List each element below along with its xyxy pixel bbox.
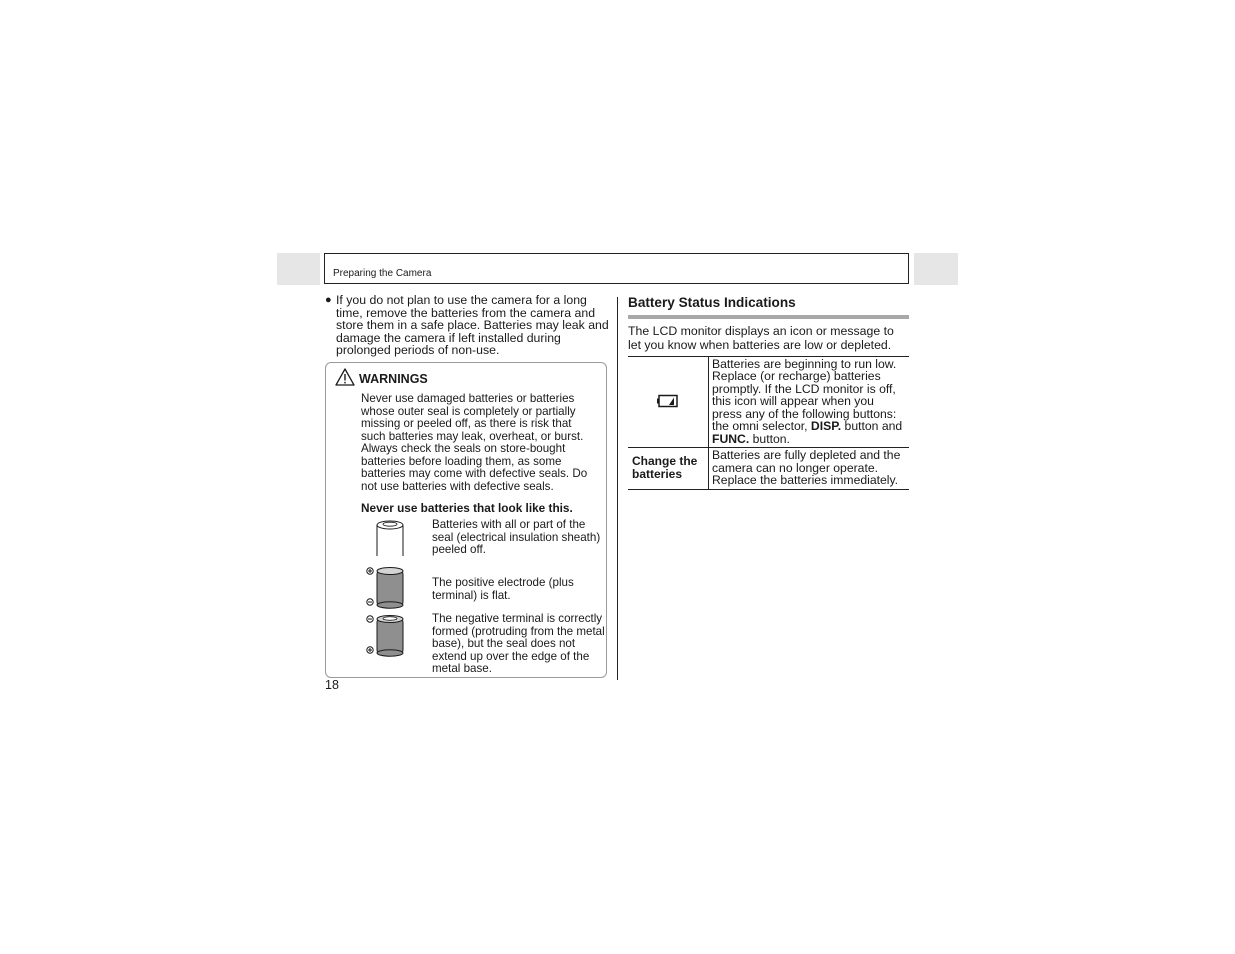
left-page-tab [277, 253, 320, 285]
warnings-title: WARNINGS [359, 371, 428, 386]
section-label: Preparing the Camera [333, 268, 432, 279]
desc-text: button and [841, 419, 903, 434]
table-row [628, 448, 909, 490]
storage-bullet [325, 294, 610, 357]
status-description [709, 356, 910, 448]
title-rule [628, 315, 909, 319]
warning-item-text: The positive electrode (plus terminal) is flat. [432, 576, 574, 602]
never-use-title: Never use batteries that look like this. [361, 501, 573, 515]
indicator-cell [628, 356, 709, 448]
bullet-text: If you do not plan to use the camera for a long time, remove the batteries from the camera and store them in a safe place. Batteries may leak and damage the camera if left installed during prolonged periods of non-use. [336, 293, 609, 358]
desc-text: button. [749, 431, 790, 446]
change-batteries-label: Change the batteries [632, 454, 698, 481]
flat-positive-battery-icon [361, 566, 409, 610]
page-number: 18 [325, 678, 339, 692]
left-column [325, 294, 610, 357]
column-divider [617, 297, 618, 680]
right-column [628, 294, 909, 490]
low-battery-icon [657, 394, 679, 408]
status-description: Batteries are fully depleted and the camera can no longer operate. Replace the batteries immediately. [709, 448, 910, 490]
warnings-body: Never use damaged batteries or batteries whose outer seal is completely or partially missing or peeled off, as there is risk that such batteries may leak, overheat, or burst. Always check the seals on store-bought batteries before loading them, as some batteries may come with defective seals. Do not use batteries with defective seals. [361, 392, 588, 493]
table-row [628, 356, 909, 448]
battery-status-table [628, 356, 909, 490]
disp-button-label: DISP. [810, 419, 842, 434]
bullet-dot-icon: ● [325, 294, 332, 306]
right-page-tab [914, 253, 958, 285]
section-title: Battery Status Indications [628, 295, 796, 310]
warning-triangle-icon [335, 368, 355, 386]
warnings-box [325, 362, 607, 678]
peeled-seal-battery-icon [361, 519, 409, 563]
intro-text: The LCD monitor displays an icon or message to let you know when batteries are low or depleted. [628, 324, 894, 352]
warning-item-text: The negative terminal is correctly formed (protruding from the metal base), but the seal does not extend up over the edge of the metal base. [432, 612, 605, 675]
func-button-label: FUNC. [712, 431, 750, 446]
warnings-header [335, 368, 428, 386]
indicator-cell [628, 448, 709, 490]
desc-text: Batteries are beginning to run low. Replace (or recharge) batteries promptly. If the LCD monitor is off, this icon will appear when you press any of the following buttons: the omni selector, [712, 356, 897, 434]
unsealed-negative-battery-icon [361, 614, 409, 658]
page-header [324, 253, 909, 284]
warning-item-text: Batteries with all or part of the seal (electrical insulation sheath) peeled off. [432, 518, 601, 556]
